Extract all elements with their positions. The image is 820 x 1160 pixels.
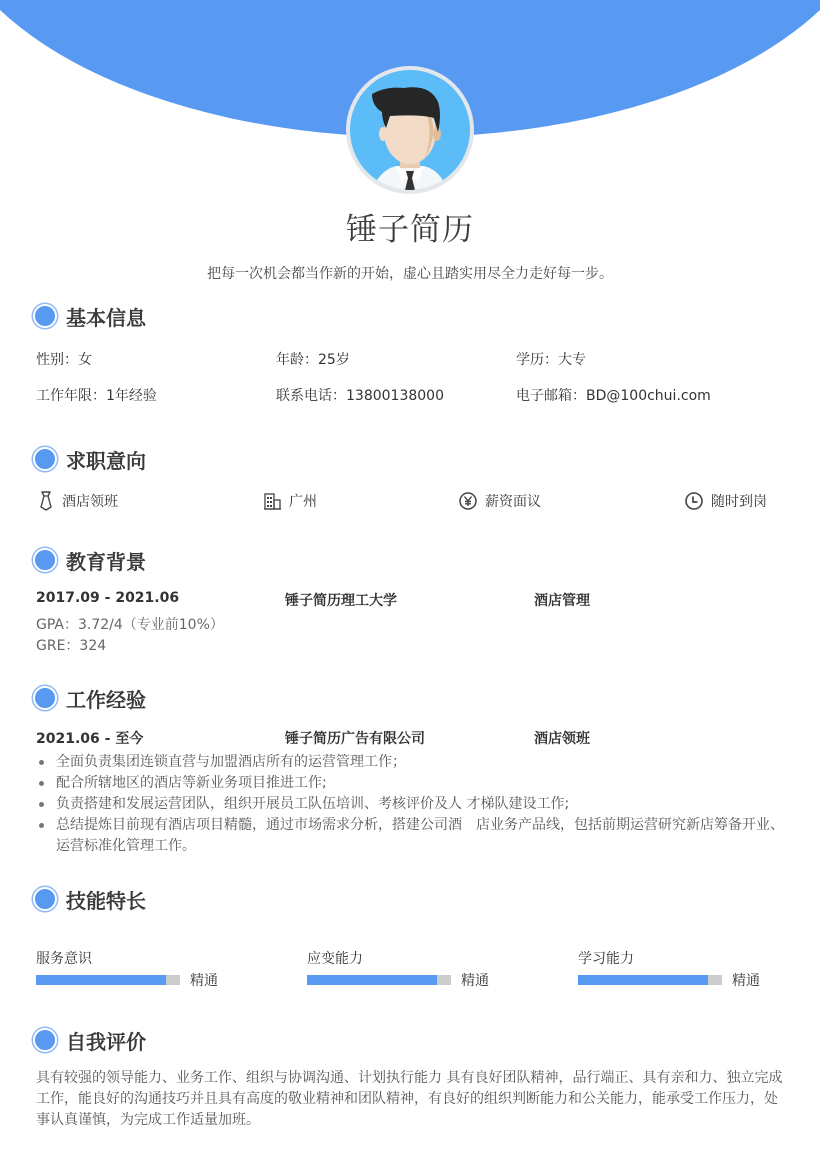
skill-item: 应变能力 精通 xyxy=(307,951,489,989)
avatar-person-icon xyxy=(350,70,470,190)
education-gre: GRE：324 xyxy=(36,638,107,654)
section-job-intent: 求职意向 xyxy=(33,445,146,473)
section-bullet-icon xyxy=(33,1028,57,1052)
info-email: 电子邮箱：BD@100chui.com xyxy=(516,388,711,404)
info-work-years: 工作年限：1年经验 xyxy=(36,388,157,404)
clock-icon xyxy=(685,492,703,510)
list-item: 总结提炼目前现有酒店项目精髓，通过市场需求分析，搭建公司酒 店业务产品线，包括前期运营研究新店筹备开业、运营标准化管理工作。 xyxy=(36,815,796,857)
section-basic-info: 基本信息 xyxy=(33,302,146,330)
list-item: 配合所辖地区的酒店等新业务项目推进工作; xyxy=(36,773,796,794)
education-school: 锤子简历理工大学 xyxy=(285,593,397,609)
intent-availability: 随时到岗 xyxy=(685,491,767,511)
intent-salary: 薪资面议 xyxy=(459,491,541,511)
info-age: 年龄：25岁 xyxy=(276,352,350,368)
skill-item: 学习能力 精通 xyxy=(578,951,760,989)
info-phone: 联系电话：13800138000 xyxy=(276,388,444,404)
education-period: 2017.09 - 2021.06 xyxy=(36,590,180,606)
education-major: 酒店管理 xyxy=(534,593,590,609)
section-bullet-icon xyxy=(33,548,57,572)
work-company: 锤子简历广告有限公司 xyxy=(285,731,425,747)
skill-progress-bar xyxy=(36,975,180,985)
resume-name: 锤子简历 xyxy=(346,212,474,248)
self-eval-text: 具有较强的领导能力、业务工作、组织与协调沟通、计划执行能力 具有良好团队精神，品行端正、具有亲和力、独立完成工作，能良好的沟通技巧并且具有高度的敬业精神和团队精神，有良好的组织判断能力和公关能力，能承受工作压力，处事认真谨慎，为完成工作适量加班。 xyxy=(36,1070,783,1128)
skill-item: 服务意识 精通 xyxy=(36,951,218,989)
work-period: 2021.06 - 至今 xyxy=(36,731,144,747)
avatar xyxy=(346,66,474,194)
section-bullet-icon xyxy=(33,887,57,911)
section-skills: 技能特长 xyxy=(33,885,146,913)
section-self-eval: 自我评价 xyxy=(33,1026,146,1054)
section-bullet-icon xyxy=(33,686,57,710)
work-duties-list xyxy=(36,752,796,857)
work-position: 酒店领班 xyxy=(534,731,590,747)
tie-icon xyxy=(38,491,54,511)
intent-city: 广州 xyxy=(264,491,317,511)
skill-progress-bar xyxy=(307,975,451,985)
section-education: 教育背景 xyxy=(33,546,146,574)
section-bullet-icon xyxy=(33,447,57,471)
education-gpa: GPA：3.72/4（专业前10%） xyxy=(36,617,224,633)
info-gender: 性别：女 xyxy=(36,352,92,368)
yen-icon xyxy=(459,492,477,510)
skill-progress-bar xyxy=(578,975,722,985)
info-education: 学历：大专 xyxy=(516,352,586,368)
building-icon xyxy=(264,492,281,510)
list-item: 全面负责集团连锁直营与加盟酒店所有的运营管理工作； xyxy=(36,752,796,773)
section-bullet-icon xyxy=(33,304,57,328)
list-item: 负责搭建和发展运营团队，组织开展员工队伍培训、考核评价及人 才梯队建设工作; xyxy=(36,794,796,815)
resume-motto: 把每一次机会都当作新的开始，虚心且踏实用尽全力走好每一步。 xyxy=(207,266,613,282)
section-work: 工作经验 xyxy=(33,684,146,712)
intent-position: 酒店领班 xyxy=(38,491,118,511)
